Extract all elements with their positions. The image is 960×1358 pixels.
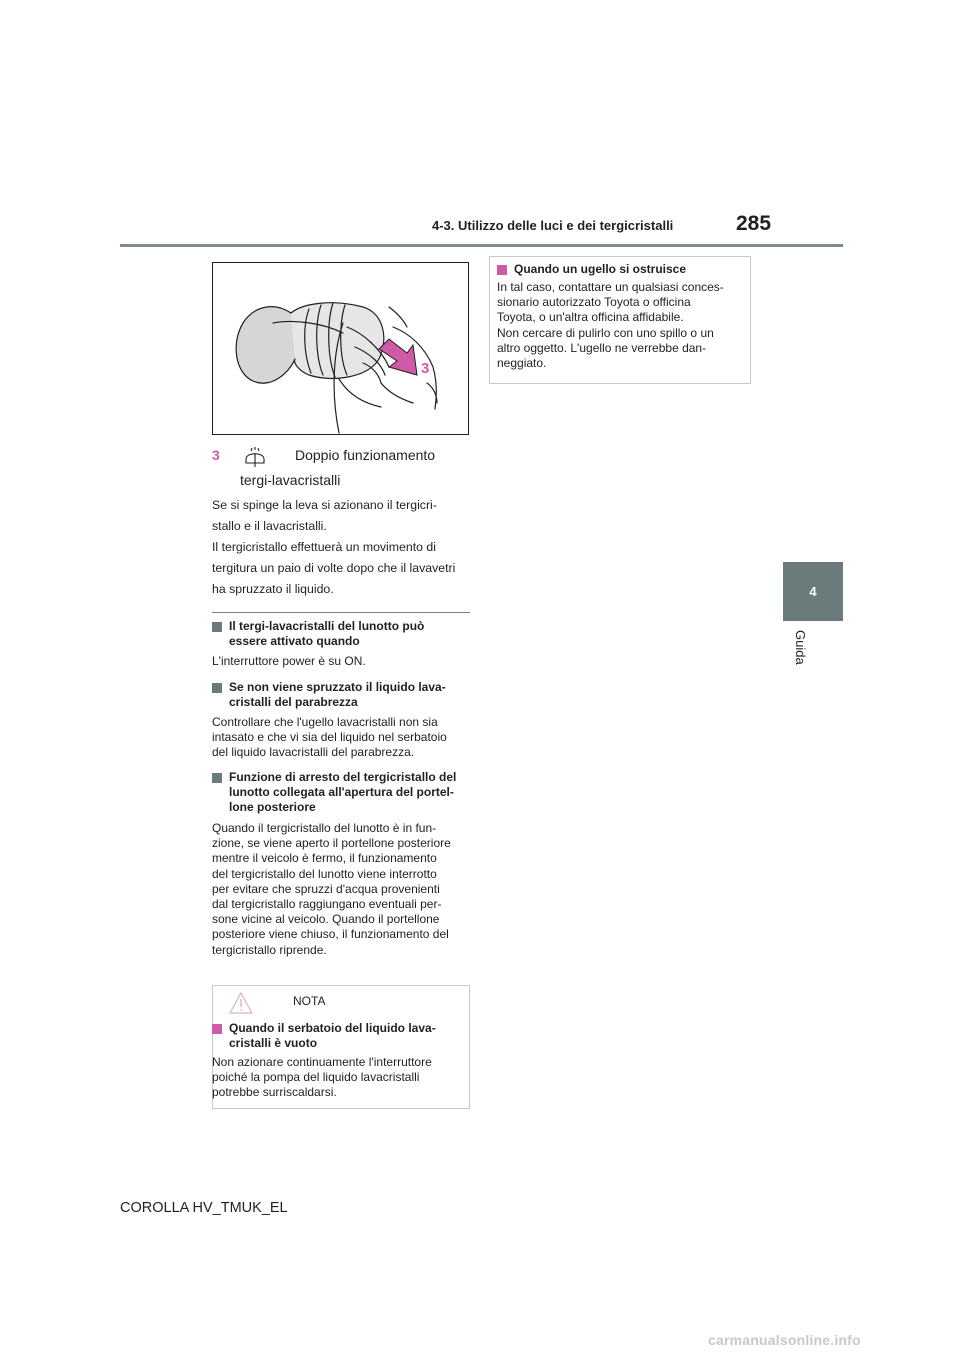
item-title-line1: Doppio funzionamento (295, 447, 436, 463)
note-text-line: altro oggetto. L'ugello ne verrebbe dan- (497, 340, 707, 355)
paragraph-line: Se si spinge la leva si azionano il tergicri- (212, 498, 437, 512)
note-text-line: per evitare che spruzzi d'acqua provenienti (212, 881, 440, 896)
note-title-line: cristalli è vuoto (229, 1036, 318, 1051)
note-text-line: posteriore viene chiuso, il funzionamento del (212, 927, 449, 942)
note-text-line: tergicristallo riprende. (212, 942, 327, 957)
note-title-line: lone posteriore (229, 800, 316, 815)
nota-title (212, 1021, 474, 1051)
paragraph-line: tergitura un paio di volte dopo che il lavavetri (212, 560, 456, 575)
note-text-line: zione, se viene aperto il portellone posteriore (212, 836, 451, 851)
nota-label: NOTA (293, 994, 326, 1008)
paragraph-line: ha spruzzato il liquido. (212, 581, 334, 596)
note-text-line: del tergicristallo del lunotto viene interrotto (212, 866, 437, 881)
note-text-line: neggiato. (497, 356, 547, 371)
nozzle-clog-text (497, 280, 752, 371)
page-number: 285 (736, 212, 772, 235)
paragraph-line: Il tergicristallo effettuerà un movimento di (212, 540, 436, 554)
note-title-line: cristalli del parabrezza (229, 695, 358, 710)
nota-text (212, 1055, 474, 1101)
square-bullet-icon (212, 683, 222, 693)
watermark[interactable]: carmanualsonline.info (708, 1332, 861, 1348)
wiper-lever-illustration (212, 262, 469, 435)
note-text-line: intasato e che vi sia del liquido nel serbatoio (212, 730, 447, 745)
note-title-line: essere attivato quando (229, 634, 360, 649)
wiper-item-heading (212, 447, 470, 467)
chapter-label: Guida (793, 630, 808, 665)
note-text-line: poiché la pompa del liquido lavacristalli (212, 1070, 420, 1085)
note-text-power (212, 654, 474, 669)
note-text-line: mentre il veicolo è fermo, il funzionamento (212, 851, 437, 866)
note-title-power (212, 619, 474, 649)
note-title-tailgate (212, 770, 474, 816)
hand-lever-drawing (213, 263, 468, 434)
note-text-line: Toyota, o un'altra officina affidabile. (497, 310, 684, 325)
note-text-line: dal tergicristallo raggiungano eventuali per- (212, 897, 442, 912)
nozzle-clog-title (497, 262, 752, 277)
figure-callout: 3 (421, 360, 430, 377)
square-bullet-icon (212, 773, 222, 783)
footer-model: COROLLA HV_TMUK_EL (120, 1200, 288, 1216)
note-text-line: Non azionare continuamente l'interruttore (212, 1055, 432, 1069)
square-bullet-icon (212, 622, 222, 632)
note-text-line: L'interruttore power è su ON. (212, 654, 366, 668)
chapter-tab[interactable] (783, 562, 843, 621)
wiper-washer-icon (244, 447, 266, 467)
section-divider (212, 612, 470, 613)
square-bullet-icon (497, 265, 507, 275)
note-title-line: Quando il serbatoio del liquido lava- (229, 1021, 436, 1035)
note-text-line: sone vicine al veicolo. Quando il portellone (212, 912, 440, 927)
note-text-line: Controllare che l'ugello lavacristalli non sia (212, 715, 438, 729)
note-text-washer-fluid (212, 715, 474, 761)
header-rule (120, 244, 843, 247)
paragraph-line: stallo e il lavacristalli. (212, 518, 327, 533)
note-text-line: del liquido lavacristalli del parabrezza. (212, 745, 415, 760)
paragraph-2 (212, 537, 474, 599)
note-title-line: Se non viene spruzzato il liquido lava- (229, 680, 446, 694)
note-text-line: In tal caso, contattare un qualsiasi conces- (497, 280, 724, 294)
note-text-tailgate (212, 821, 474, 958)
note-title-line: Funzione di arresto del tergicristallo del (229, 770, 457, 784)
paragraph-1 (212, 495, 474, 537)
warning-triangle-icon (229, 992, 253, 1014)
section-title: 4-3. Utilizzo delle luci e dei tergicristalli (432, 218, 674, 233)
chapter-number: 4 (809, 584, 817, 599)
square-bullet-icon (212, 1024, 222, 1034)
note-text-line: sionario autorizzato Toyota o officina (497, 295, 691, 310)
note-text-line: Quando il tergicristallo del lunotto è in fun- (212, 821, 437, 835)
note-text-line: Non cercare di pulirlo con uno spillo o un (497, 325, 714, 340)
item-title-line2: tergi-lavacristalli (240, 472, 341, 488)
item-number: 3 (212, 447, 220, 463)
note-text-line: potrebbe surriscaldarsi. (212, 1085, 337, 1100)
note-title-line: Quando un ugello si ostruisce (514, 262, 687, 276)
note-title-line: lunotto collegata all'apertura del portel- (229, 785, 454, 800)
note-title-line: Il tergi-lavacristalli del lunotto può (229, 619, 425, 633)
note-title-washer-fluid (212, 680, 474, 710)
